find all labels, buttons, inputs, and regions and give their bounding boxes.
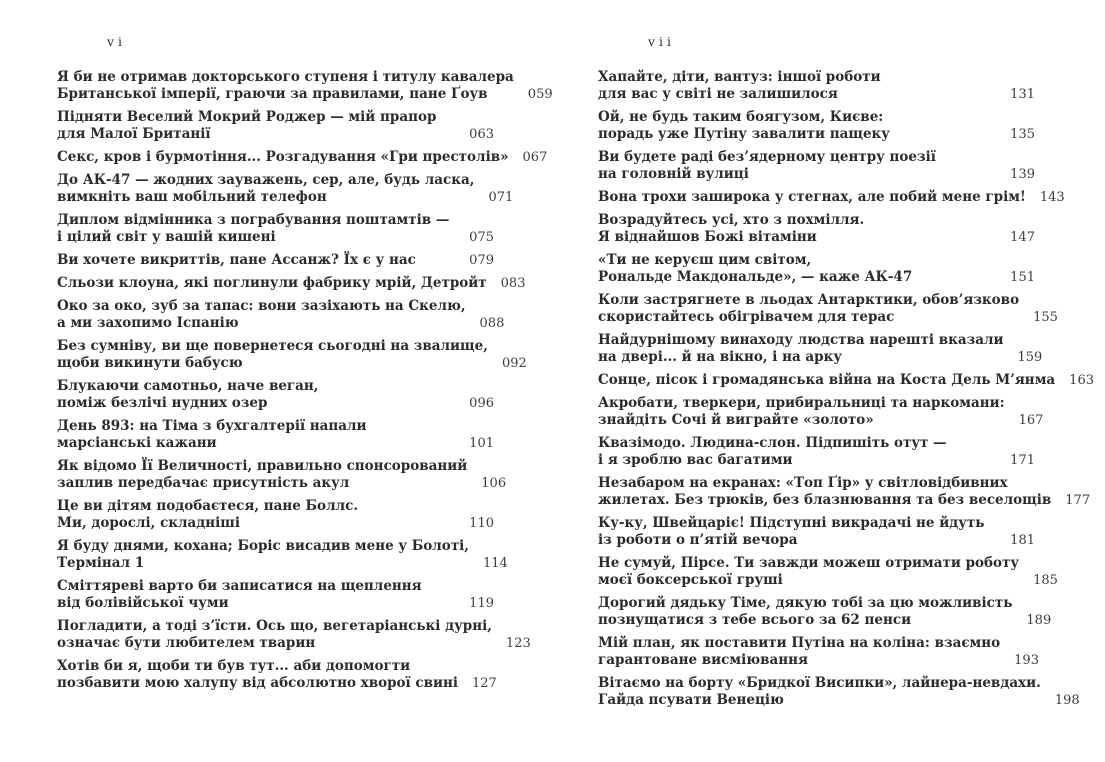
entry-page-number: 067 <box>522 150 548 165</box>
entry-title <box>598 555 1019 589</box>
entry-title <box>598 212 864 246</box>
entry-title-line: Око за око, зуб за тапас: вони зазіхають на Скелю, <box>57 298 466 314</box>
entry-title-line: а ми захопимо Іспанію <box>57 315 239 331</box>
entry-page-number: 114 <box>483 556 508 571</box>
entry-title <box>57 275 487 292</box>
entry-title-line: Як відомо Її Величності, правильно спонсорований <box>57 458 468 474</box>
entry-title <box>598 149 936 183</box>
toc-entry <box>598 149 1035 183</box>
folio-right: vii <box>648 34 676 49</box>
entry-title <box>598 635 1000 669</box>
toc-entry <box>57 378 494 412</box>
entry-page-number: 151 <box>1010 270 1035 285</box>
toc-entry <box>598 595 1052 629</box>
entry-title-line: Не сумуй, Пірсе. Ти завжди можеш отримати роботу <box>598 555 1020 571</box>
entry-page-number: 143 <box>1039 190 1065 205</box>
toc-entry <box>57 418 494 452</box>
entry-title-line: Рональде Макдональде», — каже АК-47 <box>598 269 913 285</box>
entry-title-line: Вона трохи заширока у стегнах, але побий мене грім! <box>598 189 1026 205</box>
entry-title-line: «Ти не керуєш цим світом, <box>598 252 812 268</box>
entry-title-line: порадь уже Путіну завалити пащеку <box>598 126 890 142</box>
entry-page-number: 155 <box>1033 310 1058 325</box>
entry-title-line: Акробати, тверкери, прибиральниці та наркомани: <box>598 395 1005 411</box>
entry-title-line: для Малої Британії <box>57 126 211 142</box>
entry-title-line: Хапайте, діти, вантуз: іншої роботи <box>598 69 881 85</box>
entry-page-number: 083 <box>500 276 526 291</box>
toc-entry <box>57 298 505 332</box>
entry-title <box>598 675 1041 709</box>
entry-page-number: 147 <box>1010 230 1035 245</box>
toc-entry <box>598 372 1094 389</box>
entry-page-number: 063 <box>469 127 494 142</box>
entry-page-number: 079 <box>469 253 494 268</box>
toc-entry <box>598 292 1058 326</box>
toc-entry <box>598 69 1035 103</box>
toc-entry <box>57 69 553 103</box>
entry-title <box>598 109 890 143</box>
entry-title-line: Найдурнішому винаходу людства нарешті вказали <box>598 332 1004 348</box>
entry-title <box>598 595 1012 629</box>
toc-entry <box>598 475 1091 509</box>
entry-title-line: Без сумніву, ви ще повернетеся сьогодні на звалище, <box>57 338 488 354</box>
entry-title-line: Хотів би я, щоби ти був тут... аби допомогти <box>57 658 411 674</box>
entry-title-line: Я буду днями, кохана; Боріс висадив мене у Болоті, <box>57 538 470 554</box>
entry-title <box>57 338 488 372</box>
entry-page-number: 096 <box>469 396 494 411</box>
entry-title <box>57 458 467 492</box>
entry-title-line: скористайтесь обігрівачем для терас <box>598 309 895 325</box>
toc-entry <box>598 109 1035 143</box>
toc-entry <box>598 555 1058 589</box>
toc-entry <box>57 275 526 292</box>
entry-title <box>57 69 514 103</box>
entry-title-line: Термінал 1 <box>57 555 145 571</box>
folio-left: vi <box>107 34 127 49</box>
entry-title <box>57 378 319 412</box>
entry-title-line: заплив передбачає присутність акул <box>57 475 350 491</box>
entry-page-number: 163 <box>1069 373 1094 388</box>
entry-title-line: Секс, кров і бурмотіння... Розгадування «Гри престолів» <box>57 149 509 165</box>
toc-entry <box>57 538 508 572</box>
entry-title-line: знайдіть Сочі й виграйте «золото» <box>598 412 874 428</box>
entry-title-line: із роботи о п’ятій вечора <box>598 532 798 548</box>
entry-title-line: Я віднайшов Божі вітаміни <box>598 229 817 245</box>
entry-title-line: Сонце, пісок і громадянська війна на Коста Дель М’янма <box>598 372 1056 388</box>
toc-entry <box>57 109 494 143</box>
entry-title-line: Возрадуйтесь усі, хто з похмілля. <box>598 212 865 228</box>
entry-page-number: 177 <box>1065 493 1091 508</box>
entry-title-line: Ой, не будь таким боягузом, Києве: <box>598 109 884 125</box>
toc-entry <box>598 252 1035 286</box>
entry-page-number: 101 <box>469 436 494 451</box>
entry-title-line: Незабаром на екранах: «Топ Ґір» у світловідбивних <box>598 475 1008 491</box>
entry-page-number: 075 <box>469 230 494 245</box>
entry-title <box>57 618 492 652</box>
entry-title-line: Це ви дітям подобаєтеся, пане Боллс. <box>57 498 359 514</box>
entry-title-line: Блукаючи самотньо, наче веган, <box>57 378 319 394</box>
entry-page-number: 119 <box>469 596 494 611</box>
entry-page-number: 167 <box>1018 413 1044 428</box>
entry-page-number: 185 <box>1033 573 1058 588</box>
toc-entry <box>57 252 494 269</box>
entry-title <box>598 252 912 286</box>
entry-title-line: Британської імперії, граючи за правилами, пане Ґоув <box>57 86 488 102</box>
entry-page-number: 131 <box>1010 87 1035 102</box>
entry-page-number: 171 <box>1010 453 1035 468</box>
entry-title <box>598 332 1004 366</box>
entry-title-line: від болівійської чуми <box>57 595 229 611</box>
entry-title-line: Вітаємо на борту «Бридкої Висипки», лайнера-невдахи. <box>598 675 1041 691</box>
entry-title <box>57 109 436 143</box>
entry-page-number: 071 <box>488 190 514 205</box>
entry-page-number: 127 <box>472 676 497 691</box>
entry-title-line: і я зроблю вас багатими <box>598 452 793 468</box>
entry-title-line: Диплом відмінника з пограбування поштамтів — <box>57 212 450 228</box>
toc-page-left <box>57 34 553 715</box>
toc-entry <box>598 515 1035 549</box>
toc-entry <box>598 212 1035 246</box>
toc-entry <box>598 635 1039 669</box>
entry-title <box>598 69 881 103</box>
entry-title-line: Квазімодо. Людина-слон. Підпишіть отут — <box>598 435 947 451</box>
entry-title-line: означає бути любителем тварин <box>57 635 316 651</box>
entry-title <box>57 658 458 692</box>
entry-title <box>598 292 1019 326</box>
toc-entries-left <box>57 69 553 692</box>
entry-page-number: 193 <box>1014 653 1039 668</box>
entry-page-number: 181 <box>1010 533 1035 548</box>
entry-page-number: 106 <box>481 476 507 491</box>
entry-title <box>57 538 469 572</box>
entry-page-number: 059 <box>527 87 553 102</box>
entry-title <box>57 172 474 206</box>
entry-page-number: 135 <box>1010 127 1035 142</box>
entry-title <box>57 212 449 246</box>
entry-title <box>57 149 509 166</box>
entry-title-line: марсіанські кажани <box>57 435 217 451</box>
entry-title-line: Сльози клоуна, які поглинули фабрику мрій, Детройт <box>57 275 487 291</box>
entry-title-line: Ви хочете викриттів, пане Ассанж? Їх є у нас <box>57 252 416 268</box>
entry-page-number: 159 <box>1017 350 1043 365</box>
entry-title-line: поміж безлічі нудних озер <box>57 395 268 411</box>
entry-title <box>598 189 1026 206</box>
entry-title <box>57 252 416 269</box>
entry-title-line: моєї боксерської груші <box>598 572 783 588</box>
toc-page-right <box>598 34 1094 715</box>
entry-title-line: Коли застрягнете в льодах Антарктики, обов’язково <box>598 292 1020 308</box>
toc-entry <box>57 578 494 612</box>
entry-title-line: гарантоване висміювання <box>598 652 808 668</box>
entry-title <box>598 395 1005 429</box>
entry-title-line: Ви будете раді без’ядерному центру поезії <box>598 149 936 165</box>
entry-title-line: позбавити мою халупу від абсолютно хворої свині <box>57 675 458 691</box>
entry-title <box>598 435 947 469</box>
toc-entry <box>598 435 1035 469</box>
entry-title-line: Я би не отримав докторського ступеня і титулу кавалера <box>57 69 514 85</box>
entry-title-line: і цілий світ у вашій кишені <box>57 229 276 245</box>
toc-entry <box>57 212 494 246</box>
toc-entry <box>57 498 494 532</box>
entry-title-line: Підняти Веселий Мокрий Роджер — мій прапор <box>57 109 437 125</box>
entry-title <box>57 498 358 532</box>
toc-entry <box>598 332 1043 366</box>
toc-entry <box>57 658 497 692</box>
entry-page-number: 198 <box>1054 693 1080 708</box>
toc-entry <box>57 338 527 372</box>
entry-title-line: Гайда псувати Венецію <box>598 692 784 708</box>
entry-title <box>57 418 367 452</box>
entry-page-number: 092 <box>501 356 527 371</box>
entry-page-number: 088 <box>479 316 505 331</box>
entry-title-line: на двері... й на вікно, і на арку <box>598 349 842 365</box>
entry-title-line: жилетах. Без трюків, без блазнювання та без веселощів <box>598 492 1052 508</box>
toc-entry <box>598 675 1080 709</box>
entry-title <box>57 298 466 332</box>
entry-page-number: 189 <box>1026 613 1052 628</box>
toc-entry <box>598 189 1065 206</box>
entry-title-line: на головній вулиці <box>598 166 749 182</box>
entry-title-line: До АК-47 — жодних зауважень, сер, але, будь ласка, <box>57 172 475 188</box>
toc-entry <box>57 618 531 652</box>
toc-entry <box>57 172 514 206</box>
entry-title <box>598 515 984 549</box>
toc-entry <box>598 395 1044 429</box>
toc-entry <box>57 458 507 492</box>
entry-title-line: День 893: на Тіма з бухгалтерії напали <box>57 418 367 434</box>
entry-title <box>598 475 1051 509</box>
entry-title-line: Ми, дорослі, складніші <box>57 515 240 531</box>
entry-page-number: 110 <box>469 516 494 531</box>
entry-title-line: Ку-ку, Швейцаріє! Підступні викрадачі не йдуть <box>598 515 985 531</box>
entry-page-number: 123 <box>505 636 531 651</box>
entry-title-line: Погладити, а тоді з’їсти. Ось що, вегетаріанські дурні, <box>57 618 492 634</box>
entry-title-line: для вас у світі не залишилося <box>598 86 838 102</box>
entry-title <box>598 372 1055 389</box>
entry-title <box>57 578 422 612</box>
entry-page-number: 139 <box>1010 167 1035 182</box>
toc-entries-right <box>598 69 1094 709</box>
entry-title-line: Дорогий дядьку Тіме, дякую тобі за цю можливість <box>598 595 1013 611</box>
entry-title-line: Сміттяреві варто би записатися на щеплення <box>57 578 422 594</box>
entry-title-line: Мій план, як поставити Путіна на коліна: взаємно <box>598 635 1001 651</box>
entry-title-line: щоби викинути бабусю <box>57 355 243 371</box>
entry-title-line: познущатися з тебе всього за 62 пенси <box>598 612 912 628</box>
entry-title-line: вимкніть ваш мобільний телефон <box>57 189 327 205</box>
toc-entry <box>57 149 548 166</box>
